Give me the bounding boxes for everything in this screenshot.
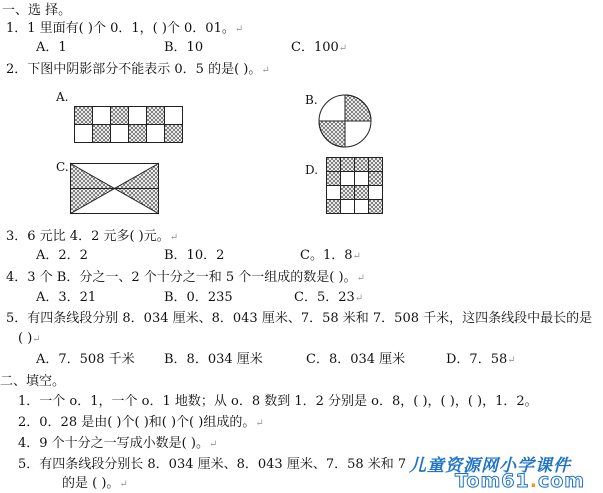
question-1-1-option-c: C．100↵ [291, 40, 348, 55]
question-1-2-text: 2．下图中阴影部分不能表示 0．5 的是( )。↵ [6, 62, 270, 77]
question-1-4-option-a: A．3．21 [36, 290, 97, 305]
question-2-4-continuation: 的是 ( )。↵ [62, 476, 128, 491]
question-1-3-option-a: A．2．2 [36, 248, 88, 263]
section-2-heading: 二、填空。 [0, 374, 66, 389]
question-2-4-text: 5．有四条线段分别长 8．034 厘米、8．043 厘米、7．58 米和 7 [18, 457, 407, 472]
question-1-5-option-c: C．8．034 厘米 [306, 352, 406, 367]
question-1-5-option-a: A．7．508 千米 [36, 352, 135, 367]
figure-b-label: B. [305, 93, 318, 107]
figure-a-checkerboard [74, 106, 184, 144]
question-1-4-option-c: C．5．23↵ [294, 290, 364, 305]
section-1-heading: 一、选 择。 [2, 3, 72, 18]
question-1-5-option-b: B．8．034 厘米 [164, 352, 263, 367]
figure-d-label: D. [305, 163, 319, 177]
question-1-4-text: 4．3 个 B．分之一、2 个十分之一和 5 个一组成的数是( )。↵ [6, 270, 365, 285]
site-watermark-logo [409, 451, 599, 491]
question-1-5-blank: ( )↵ [18, 331, 41, 346]
question-1-1-option-b: B．10 [164, 40, 204, 55]
figure-c-label: C. [56, 160, 69, 174]
figure-d-grid [326, 157, 386, 217]
figure-c-bowtie [70, 163, 160, 215]
question-1-5-text: 5．有四条线段分别 8．034 厘米、8．043 厘米、7．58 米和 7．508 千米，这四条线段中最长的是 [6, 311, 593, 326]
question-2-2-text: 2．0．28 是由( )个( )和( )个( )组成的。↵ [18, 415, 264, 430]
question-1-1-option-a: A．1 [36, 40, 67, 55]
figure-a-label: A. [56, 90, 69, 104]
question-1-3-option-b: B．10．2 [164, 248, 225, 263]
question-1-3-option-c: C。1．8↵ [300, 248, 361, 263]
question-1-5-option-d: D．7．58↵ [446, 352, 516, 367]
question-1-1-text: 1．1 里面有( )个 0．1，( )个 0．01。↵ [6, 21, 244, 36]
question-2-3-text: 4．9 个十分之一写成小数是( )。↵ [18, 436, 218, 451]
question-2-1-text: 1．一个 o．1，一个 o．1 地数；从 o．8 数到 1．2 分别是 o．8，( )，( )，( )，1．2。 [18, 394, 538, 409]
watermark-title: 儿童资源网小学课件 [409, 456, 571, 476]
watermark-domain: Tom61.com [455, 470, 586, 492]
question-1-3-text: 3．6 元比 4．2 元多( )元。↵ [6, 229, 179, 244]
figure-b-circle [318, 94, 372, 148]
question-1-4-option-b: B．0．235 [164, 290, 233, 305]
